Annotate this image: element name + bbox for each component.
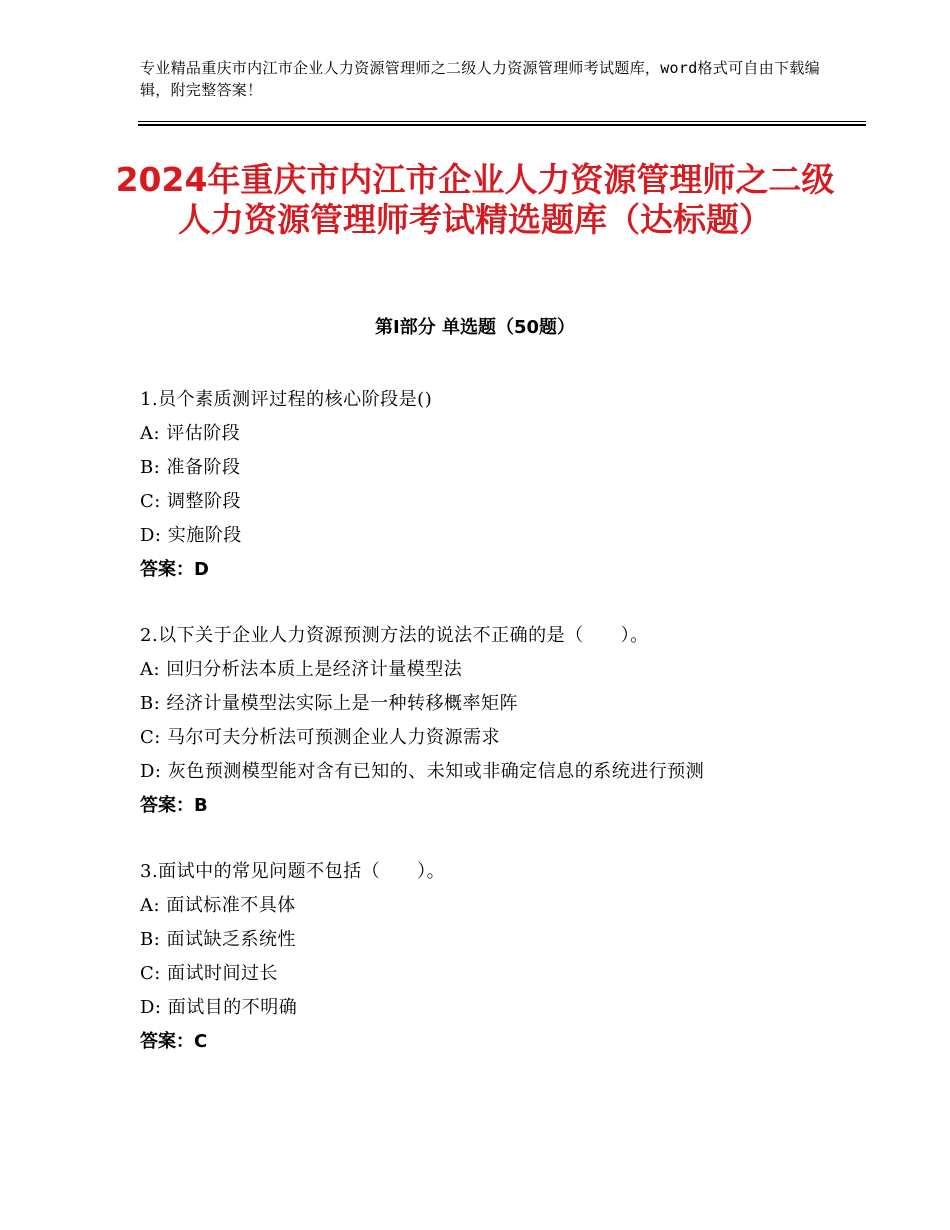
question-stem: 1.员个素质测评过程的核心阶段是() xyxy=(140,389,433,410)
option-a: A: 回归分析法本质上是经济计量模型法 xyxy=(140,659,463,680)
section-title: 第Ⅰ部分 单选题（50题） xyxy=(374,317,575,338)
option-d: D: 面试目的不明确 xyxy=(140,997,298,1018)
question-2 xyxy=(140,619,840,823)
option-b: B: 准备阶段 xyxy=(140,457,241,478)
header-rule-thin xyxy=(138,121,866,122)
question-1 xyxy=(140,383,840,587)
answer: 答案：B xyxy=(140,795,208,816)
option-c: C: 调整阶段 xyxy=(140,491,242,512)
option-a: A: 评估阶段 xyxy=(140,423,241,444)
header-note: 专业精品重庆市内江市企业人力资源管理师之二级人力资源管理师考试题库，word格式可自由下载编辑，附完整答案！ xyxy=(140,59,820,99)
document-title: 2024年重庆市内江市企业人力资源管理师之二级人力资源管理师考试精选题库（达标题） xyxy=(115,160,835,239)
option-d: D: 实施阶段 xyxy=(140,525,242,546)
answer: 答案：D xyxy=(140,559,209,580)
option-c: C: 面试时间过长 xyxy=(140,963,279,984)
option-d: D: 灰色预测模型能对含有已知的、未知或非确定信息的系统进行预测 xyxy=(140,761,705,782)
option-b: B: 经济计量模型法实际上是一种转移概率矩阵 xyxy=(140,693,519,714)
answer: 答案：C xyxy=(140,1031,208,1052)
option-b: B: 面试缺乏系统性 xyxy=(140,929,297,950)
option-c: C: 马尔可夫分析法可预测企业人力资源需求 xyxy=(140,727,501,748)
header-rule-thick xyxy=(138,124,866,126)
question-3 xyxy=(140,855,840,1059)
option-a: A: 面试标准不具体 xyxy=(140,895,296,916)
question-stem: 2.以下关于企业人力资源预测方法的说法不正确的是（ ）。 xyxy=(140,625,649,646)
question-stem: 3.面试中的常见问题不包括（ ）。 xyxy=(140,861,446,882)
question-list xyxy=(140,383,840,1091)
